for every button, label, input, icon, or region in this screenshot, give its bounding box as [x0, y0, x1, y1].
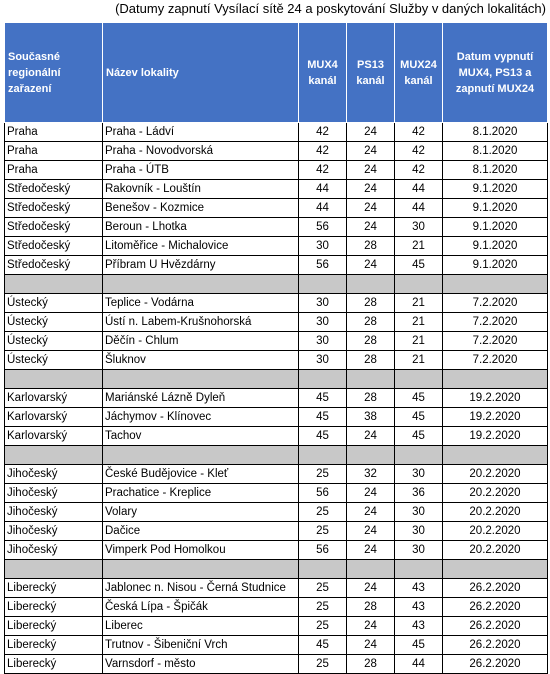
cell-mux4: 25 [299, 655, 347, 674]
cell-mux24: 21 [395, 332, 443, 351]
cell-mux24: 30 [395, 541, 443, 560]
separator-cell [299, 446, 347, 465]
cell-mux24: 45 [395, 427, 443, 446]
header-mux24: MUX24 kanál [395, 23, 443, 123]
cell-ps13: 24 [347, 579, 395, 598]
separator-cell [103, 560, 299, 579]
separator-cell [395, 370, 443, 389]
cell-ps13: 24 [347, 161, 395, 180]
table-row [5, 389, 548, 408]
cell-mux4: 56 [299, 484, 347, 503]
cell-region: Středočeský [5, 218, 103, 237]
cell-locality: Vimperk Pod Homolkou [103, 541, 299, 560]
separator-cell [103, 446, 299, 465]
cell-ps13: 24 [347, 503, 395, 522]
group-separator-row [5, 275, 548, 294]
cell-mux4: 56 [299, 218, 347, 237]
cell-date: 20.2.2020 [443, 503, 548, 522]
cell-date: 26.2.2020 [443, 655, 548, 674]
cell-mux4: 45 [299, 408, 347, 427]
transmitter-table-container [4, 22, 547, 674]
cell-date: 9.1.2020 [443, 218, 548, 237]
table-row [5, 598, 548, 617]
header-mux4: MUX4 kanál [299, 23, 347, 123]
table-row [5, 313, 548, 332]
cell-mux24: 43 [395, 598, 443, 617]
group-separator-row [5, 370, 548, 389]
cell-ps13: 28 [347, 598, 395, 617]
cell-locality: Mariánské Lázně Dyleň [103, 389, 299, 408]
cell-locality: Příbram U Hvězdárny [103, 256, 299, 275]
cell-ps13: 28 [347, 294, 395, 313]
cell-locality: Teplice - Vodárna [103, 294, 299, 313]
cell-region: Liberecký [5, 598, 103, 617]
cell-mux24: 30 [395, 465, 443, 484]
cell-region: Ústecký [5, 313, 103, 332]
cell-locality: Benešov - Kozmice [103, 199, 299, 218]
cell-region: Karlovarský [5, 389, 103, 408]
cell-ps13: 24 [347, 427, 395, 446]
cell-mux4: 56 [299, 541, 347, 560]
cell-region: Středočeský [5, 237, 103, 256]
cell-date: 20.2.2020 [443, 541, 548, 560]
cell-locality: Trutnov - Šibeniční Vrch [103, 636, 299, 655]
cell-ps13: 28 [347, 351, 395, 370]
separator-cell [395, 446, 443, 465]
cell-mux4: 42 [299, 161, 347, 180]
cell-region: Jihočeský [5, 465, 103, 484]
cell-locality: Praha - Ládví [103, 123, 299, 142]
cell-date: 20.2.2020 [443, 465, 548, 484]
separator-cell [103, 275, 299, 294]
separator-cell [5, 560, 103, 579]
cell-region: Liberecký [5, 636, 103, 655]
cell-date: 9.1.2020 [443, 199, 548, 218]
table-row [5, 579, 548, 598]
cell-region: Středočeský [5, 180, 103, 199]
cell-mux4: 30 [299, 294, 347, 313]
cell-ps13: 24 [347, 636, 395, 655]
cell-mux4: 30 [299, 332, 347, 351]
table-row [5, 332, 548, 351]
cell-ps13: 24 [347, 180, 395, 199]
header-locality: Název lokality [103, 23, 299, 123]
cell-date: 7.2.2020 [443, 351, 548, 370]
table-row [5, 541, 548, 560]
table-row [5, 465, 548, 484]
cell-mux4: 25 [299, 598, 347, 617]
cell-date: 20.2.2020 [443, 522, 548, 541]
table-row [5, 180, 548, 199]
cell-date: 9.1.2020 [443, 237, 548, 256]
table-caption: (Datumy zapnutí Vysílací sítě 24 a poskytování Služby v daných lokalitách) [115, 1, 546, 16]
table-row [5, 522, 548, 541]
cell-mux4: 42 [299, 142, 347, 161]
cell-locality: Volary [103, 503, 299, 522]
cell-mux24: 30 [395, 218, 443, 237]
cell-mux24: 21 [395, 313, 443, 332]
table-row [5, 408, 548, 427]
cell-ps13: 24 [347, 218, 395, 237]
cell-mux24: 45 [395, 389, 443, 408]
cell-region: Praha [5, 161, 103, 180]
separator-cell [443, 560, 548, 579]
cell-ps13: 28 [347, 389, 395, 408]
cell-mux4: 30 [299, 237, 347, 256]
cell-date: 8.1.2020 [443, 161, 548, 180]
cell-mux4: 42 [299, 123, 347, 142]
cell-ps13: 24 [347, 541, 395, 560]
cell-mux24: 44 [395, 199, 443, 218]
table-row [5, 199, 548, 218]
separator-cell [299, 370, 347, 389]
cell-region: Jihočeský [5, 503, 103, 522]
cell-ps13: 38 [347, 408, 395, 427]
transmitter-schedule-table [4, 22, 548, 674]
cell-ps13: 24 [347, 199, 395, 218]
separator-cell [299, 560, 347, 579]
cell-mux4: 56 [299, 256, 347, 275]
separator-cell [103, 370, 299, 389]
cell-ps13: 28 [347, 237, 395, 256]
cell-locality: České Budějovice - Kleť [103, 465, 299, 484]
cell-mux24: 42 [395, 123, 443, 142]
cell-region: Ústecký [5, 332, 103, 351]
cell-mux24: 43 [395, 579, 443, 598]
cell-locality: Praha - Novodvorská [103, 142, 299, 161]
cell-region: Liberecký [5, 655, 103, 674]
cell-locality: Liberec [103, 617, 299, 636]
separator-cell [5, 370, 103, 389]
cell-region: Karlovarský [5, 408, 103, 427]
cell-mux24: 44 [395, 180, 443, 199]
cell-region: Karlovarský [5, 427, 103, 446]
separator-cell [347, 560, 395, 579]
cell-mux4: 30 [299, 313, 347, 332]
separator-cell [5, 446, 103, 465]
cell-mux24: 36 [395, 484, 443, 503]
cell-locality: Šluknov [103, 351, 299, 370]
cell-date: 19.2.2020 [443, 389, 548, 408]
cell-date: 26.2.2020 [443, 579, 548, 598]
table-row [5, 237, 548, 256]
cell-locality: Česká Lípa - Špičák [103, 598, 299, 617]
cell-ps13: 24 [347, 256, 395, 275]
cell-mux24: 30 [395, 503, 443, 522]
table-row [5, 503, 548, 522]
separator-cell [395, 275, 443, 294]
cell-mux4: 25 [299, 503, 347, 522]
cell-mux4: 30 [299, 351, 347, 370]
cell-ps13: 28 [347, 313, 395, 332]
cell-date: 8.1.2020 [443, 142, 548, 161]
cell-date: 19.2.2020 [443, 408, 548, 427]
table-row [5, 351, 548, 370]
cell-date: 7.2.2020 [443, 294, 548, 313]
cell-region: Ústecký [5, 294, 103, 313]
cell-region: Středočeský [5, 256, 103, 275]
table-row [5, 427, 548, 446]
cell-date: 26.2.2020 [443, 598, 548, 617]
cell-date: 7.2.2020 [443, 313, 548, 332]
table-row [5, 636, 548, 655]
cell-locality: Rakovník - Louštín [103, 180, 299, 199]
cell-locality: Litoměřice - Michalovice [103, 237, 299, 256]
cell-region: Jihočeský [5, 484, 103, 503]
separator-cell [443, 370, 548, 389]
cell-date: 26.2.2020 [443, 617, 548, 636]
cell-locality: Tachov [103, 427, 299, 446]
cell-ps13: 28 [347, 332, 395, 351]
separator-cell [299, 275, 347, 294]
cell-ps13: 24 [347, 522, 395, 541]
cell-locality: Jablonec n. Nisou - Černá Studnice [103, 579, 299, 598]
header-region: Současné regionální zařazení [5, 23, 103, 123]
cell-ps13: 24 [347, 484, 395, 503]
cell-mux24: 30 [395, 522, 443, 541]
table-row [5, 617, 548, 636]
cell-region: Středočeský [5, 199, 103, 218]
cell-region: Jihočeský [5, 541, 103, 560]
separator-cell [347, 446, 395, 465]
cell-date: 8.1.2020 [443, 123, 548, 142]
header-date: Datum vypnutí MUX4, PS13 a zapnutí MUX24 [443, 23, 548, 123]
cell-date: 20.2.2020 [443, 484, 548, 503]
cell-ps13: 24 [347, 142, 395, 161]
cell-date: 9.1.2020 [443, 256, 548, 275]
cell-mux4: 25 [299, 617, 347, 636]
table-row [5, 161, 548, 180]
cell-mux4: 44 [299, 199, 347, 218]
cell-region: Praha [5, 142, 103, 161]
cell-mux4: 45 [299, 636, 347, 655]
cell-date: 9.1.2020 [443, 180, 548, 199]
cell-locality: Praha - ÚTB [103, 161, 299, 180]
cell-locality: Beroun - Lhotka [103, 218, 299, 237]
cell-region: Praha [5, 123, 103, 142]
cell-locality: Varnsdorf - město [103, 655, 299, 674]
cell-mux24: 42 [395, 161, 443, 180]
cell-locality: Dačice [103, 522, 299, 541]
table-row [5, 218, 548, 237]
cell-ps13: 24 [347, 617, 395, 636]
separator-cell [347, 275, 395, 294]
cell-locality: Děčín - Chlum [103, 332, 299, 351]
table-row [5, 256, 548, 275]
table-row [5, 484, 548, 503]
cell-mux24: 21 [395, 351, 443, 370]
cell-ps13: 24 [347, 123, 395, 142]
cell-mux4: 45 [299, 427, 347, 446]
cell-mux24: 43 [395, 617, 443, 636]
header-ps13: PS13 kanál [347, 23, 395, 123]
cell-date: 26.2.2020 [443, 636, 548, 655]
cell-date: 7.2.2020 [443, 332, 548, 351]
cell-date: 19.2.2020 [443, 427, 548, 446]
table-row [5, 123, 548, 142]
cell-locality: Prachatice - Kreplice [103, 484, 299, 503]
separator-cell [443, 446, 548, 465]
cell-mux4: 25 [299, 465, 347, 484]
separator-cell [5, 275, 103, 294]
separator-cell [443, 275, 548, 294]
cell-region: Jihočeský [5, 522, 103, 541]
cell-mux4: 25 [299, 579, 347, 598]
separator-cell [347, 370, 395, 389]
cell-mux24: 21 [395, 237, 443, 256]
table-row [5, 142, 548, 161]
cell-region: Ústecký [5, 351, 103, 370]
cell-mux4: 44 [299, 180, 347, 199]
group-separator-row [5, 560, 548, 579]
table-row [5, 655, 548, 674]
cell-locality: Ústí n. Labem-Krušnohorská [103, 313, 299, 332]
separator-cell [395, 560, 443, 579]
cell-mux24: 45 [395, 408, 443, 427]
cell-mux4: 25 [299, 522, 347, 541]
cell-ps13: 32 [347, 465, 395, 484]
cell-locality: Jáchymov - Klínovec [103, 408, 299, 427]
cell-mux24: 45 [395, 256, 443, 275]
table-body [5, 123, 548, 674]
cell-region: Liberecký [5, 579, 103, 598]
cell-mux24: 45 [395, 636, 443, 655]
group-separator-row [5, 446, 548, 465]
table-header-row [5, 23, 548, 123]
cell-mux24: 21 [395, 294, 443, 313]
cell-mux24: 42 [395, 142, 443, 161]
cell-ps13: 28 [347, 655, 395, 674]
cell-mux24: 44 [395, 655, 443, 674]
table-row [5, 294, 548, 313]
cell-mux4: 45 [299, 389, 347, 408]
cell-region: Liberecký [5, 617, 103, 636]
